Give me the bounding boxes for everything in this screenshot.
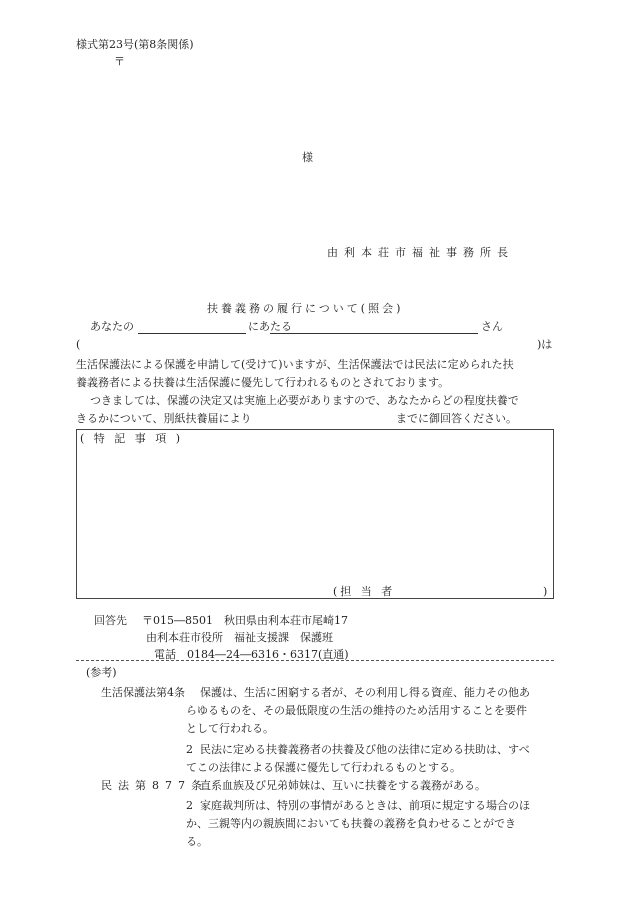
dashed-separator [76,660,554,661]
para1-line2: 養義務者による扶養は生活保護に優先して行われるものとされております。 [76,376,450,389]
law2-p2-num: 2 [186,799,193,812]
law1-p1-line1: 保護は、生活に困窮する者が、その利用し得る資産、能力その他あ [200,686,530,699]
relationship-blank[interactable] [138,333,246,334]
line1-middle: にあたる [248,320,292,333]
remarks-label: ( 特 記 事 項 ) [80,432,184,445]
person-name-blank[interactable] [270,333,478,334]
law2-p2-line3: る。 [186,835,208,848]
staff-close: ) [543,585,548,598]
line1-prefix: あなたの [90,320,134,333]
remarks-box[interactable] [76,429,554,599]
law1-p2-line1: 民法に定める扶養義務者の扶養及び他の法律に定める扶助は、すべ [200,743,530,756]
law2-p2-line2: か、三親等内の親族間においても扶養の義務を負わせることができ [186,817,516,830]
reply-address: 〒015―8501 秋田県由利本荘市尾崎17 [142,614,348,627]
addressee-honorific: 様 [302,151,313,164]
para1-line1: 生活保護法による保護を申請して(受けて)いますが、生活保護法では民法に定められた扶 [76,358,514,371]
law2-p1: 直系血族及び兄弟姉妹は、互いに扶養をする義務がある。 [200,779,486,792]
law1-name: 生活保護法第4条 [101,686,185,699]
line2-open: ( [76,338,81,351]
sender-title: 由利本荘市福祉事務所長 [327,246,514,259]
para2-line2-prefix: きるかについて、別紙扶養届により [76,412,252,425]
law2-p2-line1: 家庭裁判所は、特別の事情があるときは、前項に規定する場合のほ [200,799,530,812]
line2-close: )は [537,338,553,351]
reply-phone: 電話 0184―24―6316・6317(直通) [154,648,349,661]
postal-mark: 〒 [114,55,125,68]
para2-line2-suffix: までに御回答ください。 [396,412,517,425]
law1-p1-line2: らゆるものを、その最低限度の生活の維持のため活用することを要件 [186,704,527,717]
para2-line1: つきましては、保護の決定又は実施上必要がありますので、あなたからどの程度扶養で [90,394,519,407]
reference-heading: (参考) [86,666,117,679]
staff-label: (担 当 者 [333,585,396,598]
form-number: 様式第23号(第8条関係) [76,38,194,51]
law1-p2-num: 2 [186,743,193,756]
reply-label: 回答先 [94,614,127,627]
line1-suffix: さん [481,320,503,333]
law1-p1-line3: として行われる。 [186,722,274,735]
law1-p2-line2: てこの法律による保護に優先して行われるものとする。 [186,761,461,774]
law2-name: 民法第877条 [101,779,208,792]
reply-office: 由利本荘市役所 福祉支援課 保護班 [146,631,333,644]
letter-title: 扶養義務の履行について(照会) [207,302,404,315]
